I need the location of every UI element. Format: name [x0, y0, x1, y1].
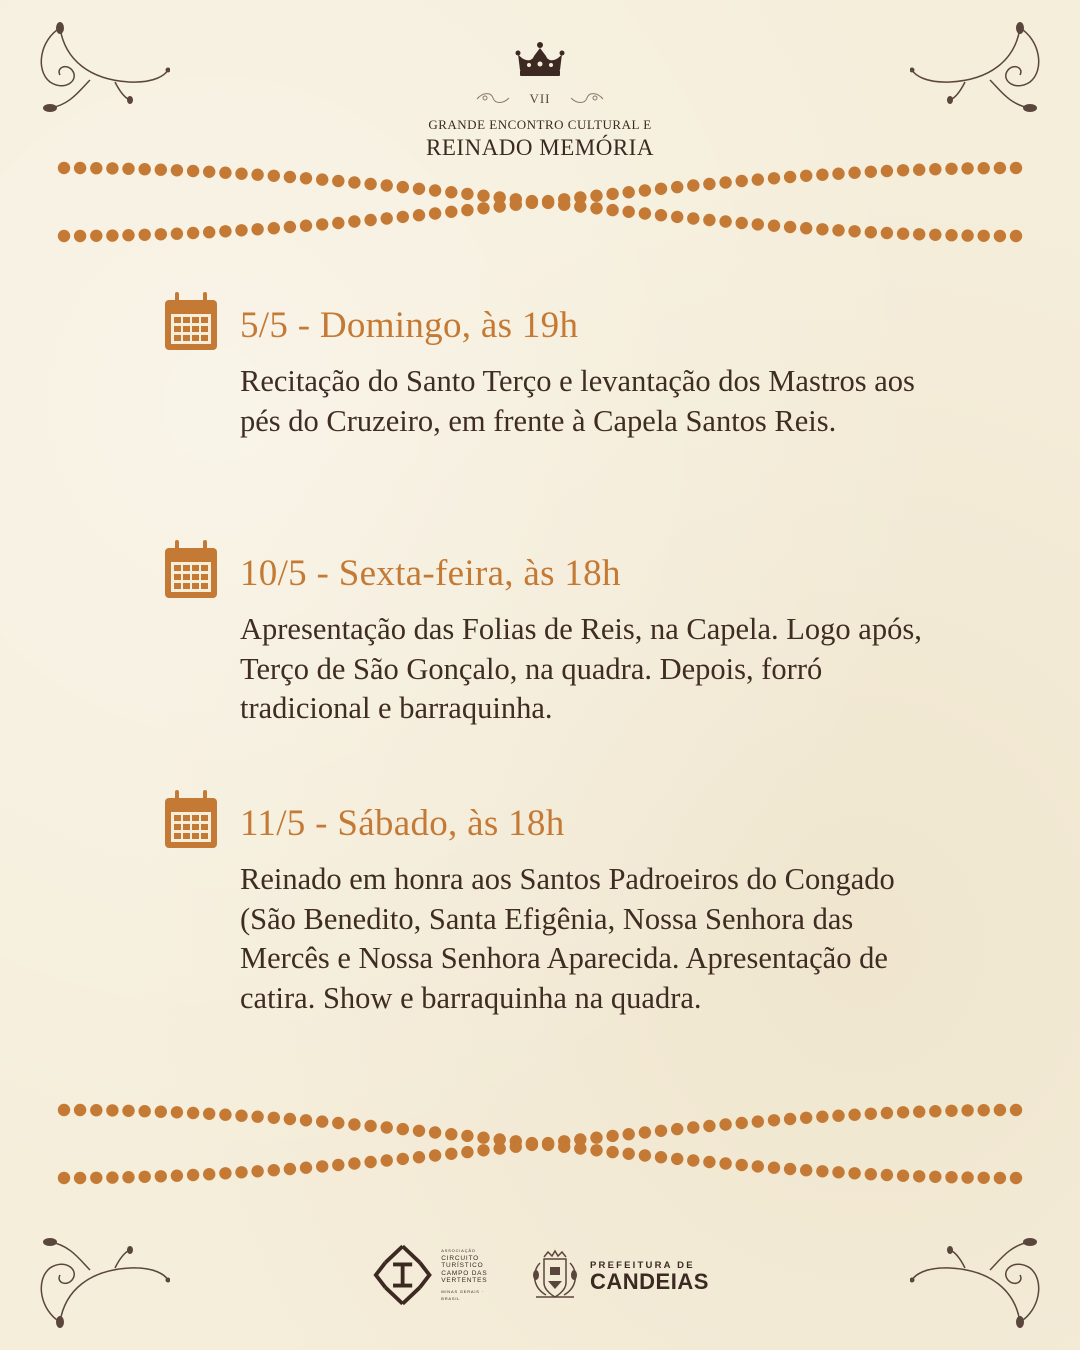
bead: [945, 229, 957, 241]
bead: [606, 1146, 618, 1158]
bead: [784, 171, 796, 183]
bead: [526, 197, 538, 209]
bead: [1010, 162, 1022, 174]
bead: [865, 226, 877, 238]
bead: [381, 1154, 393, 1166]
bead: [897, 1106, 909, 1118]
bead: [687, 1121, 699, 1133]
bead: [655, 1125, 667, 1137]
bead: [800, 1164, 812, 1176]
bead: [897, 164, 909, 176]
bead: [816, 169, 828, 181]
bead: [848, 167, 860, 179]
bead: [429, 184, 441, 196]
bead: [736, 1117, 748, 1129]
ornament-swirl-icon: [569, 92, 605, 106]
bead: [381, 179, 393, 191]
bead: [235, 224, 247, 236]
bead: [784, 1113, 796, 1125]
bead: [461, 1146, 473, 1158]
ornament-swirl-icon: [475, 92, 511, 106]
bead: [945, 163, 957, 175]
bead: [445, 206, 457, 218]
bead: [768, 172, 780, 184]
bead: [703, 178, 715, 190]
bead: [768, 220, 780, 232]
bead: [510, 199, 522, 211]
bead: [364, 214, 376, 226]
bead: [187, 1169, 199, 1181]
bead: [203, 166, 215, 178]
bead: [203, 1168, 215, 1180]
bead: [268, 1164, 280, 1176]
bead: [106, 1171, 118, 1183]
bead: [332, 217, 344, 229]
bead: [703, 1156, 715, 1168]
bead: [397, 1153, 409, 1165]
bead: [623, 1148, 635, 1160]
bead: [590, 1132, 602, 1144]
bead: [268, 222, 280, 234]
bead: [913, 164, 925, 176]
bead: [203, 226, 215, 238]
prefeitura-logo: [528, 1248, 718, 1304]
bead: [187, 227, 199, 239]
association-text: [441, 1247, 502, 1303]
bead: [606, 204, 618, 216]
event-description: Reinado em honra aos Santos Padroeiros do Congado (São Benedito, Santa Efigênia, Nossa Senhora das Mercês e Nossa Senhora Aparecida. Apresentação de catira. Show e barraquinha na quadra.: [240, 862, 895, 1015]
bead: [429, 1149, 441, 1161]
bead: [122, 163, 134, 175]
bead: [832, 1166, 844, 1178]
bead: [881, 1169, 893, 1181]
bead: [816, 1111, 828, 1123]
bead: [784, 1163, 796, 1175]
event-description: Apresentação das Folias de Reis, na Capela. Logo após, Terço de São Gonçalo, na quadra. Depois, forró tradicional e barraquinha.: [240, 612, 922, 725]
bead: [574, 191, 586, 203]
bead: [284, 1113, 296, 1125]
bead: [284, 1163, 296, 1175]
bead: [623, 206, 635, 218]
bead: [590, 1144, 602, 1156]
bead: [171, 228, 183, 240]
bead: [671, 1153, 683, 1165]
bead: [639, 184, 651, 196]
bead-strands-top: [0, 158, 1080, 248]
event-title: REINADO MEMÓRIA: [426, 135, 654, 160]
calendar-icon: [163, 292, 219, 352]
bead: [865, 166, 877, 178]
bead: [671, 1123, 683, 1135]
bead: [558, 193, 570, 205]
bead: [477, 1132, 489, 1144]
crown-icon: [514, 40, 566, 80]
bead: [284, 221, 296, 233]
bead: [381, 1121, 393, 1133]
bead: [784, 221, 796, 233]
bead: [848, 225, 860, 237]
bead: [816, 223, 828, 235]
bead: [268, 170, 280, 182]
bead: [348, 1157, 360, 1169]
bead: [494, 200, 506, 212]
bead: [413, 209, 425, 221]
bead: [90, 1172, 102, 1184]
bead: [155, 164, 167, 176]
bead: [800, 170, 812, 182]
bead: [945, 1105, 957, 1117]
bead: [300, 172, 312, 184]
bead: [364, 178, 376, 190]
bead: [800, 222, 812, 234]
bead: [590, 202, 602, 214]
bead: [719, 176, 731, 188]
bead: [978, 162, 990, 174]
bead: [994, 162, 1006, 174]
bead: [74, 1104, 86, 1116]
bead: [752, 1160, 764, 1172]
bead: [961, 1104, 973, 1116]
bead: [703, 1120, 715, 1132]
bead: [413, 1151, 425, 1163]
footer-logos: [0, 1242, 1080, 1308]
bead: [171, 164, 183, 176]
bead: [913, 228, 925, 240]
bead: [606, 1130, 618, 1142]
bead: [429, 1126, 441, 1138]
event-description: Recitação do Santo Terço e levantação dos Mastros aos pés do Cruzeiro, em frente à Capela Santos Reis.: [240, 364, 915, 438]
bead: [913, 1170, 925, 1182]
bead: [994, 1104, 1006, 1116]
bead: [332, 1117, 344, 1129]
bead: [122, 1171, 134, 1183]
bead: [736, 175, 748, 187]
bead: [300, 1114, 312, 1126]
event-date-heading: 10/5 - Sexta-feira, às 18h: [240, 553, 621, 594]
edition-row: [0, 91, 1080, 107]
bead: [139, 229, 151, 241]
prefeitura-text: [590, 1260, 709, 1293]
bead: [929, 229, 941, 241]
bead: [865, 1168, 877, 1180]
bead: [929, 1105, 941, 1117]
bead: [58, 162, 70, 174]
bead: [122, 229, 134, 241]
bead: [913, 1106, 925, 1118]
association-suffix: MINAS GERAIS · BRASIL: [441, 1288, 484, 1302]
bead: [445, 186, 457, 198]
bead: [413, 1125, 425, 1137]
bead: [574, 1133, 586, 1145]
bead: [74, 162, 86, 174]
bead: [58, 1104, 70, 1116]
calendar-icon: [163, 540, 219, 600]
bead: [961, 162, 973, 174]
bead: [800, 1112, 812, 1124]
bead: [251, 1111, 263, 1123]
bead: [865, 1108, 877, 1120]
bead: [848, 1167, 860, 1179]
bead: [155, 1170, 167, 1182]
bead: [978, 1104, 990, 1116]
bead: [655, 1151, 667, 1163]
bead: [639, 1126, 651, 1138]
bead: [526, 1139, 538, 1151]
bead: [477, 190, 489, 202]
bead: [736, 217, 748, 229]
bead: [139, 1105, 151, 1117]
bead: [1010, 230, 1022, 242]
bead: [978, 230, 990, 242]
bead: [235, 168, 247, 180]
bead: [284, 171, 296, 183]
bead: [719, 215, 731, 227]
event-header: [0, 40, 1080, 161]
bead: [719, 1157, 731, 1169]
bead: [58, 1172, 70, 1184]
bead: [961, 229, 973, 241]
prefeitura-label: PREFEITURA DE: [590, 1259, 695, 1271]
bead: [655, 183, 667, 195]
bead: [542, 195, 554, 207]
bead: [268, 1112, 280, 1124]
bead: [90, 230, 102, 242]
bead: [848, 1109, 860, 1121]
bead: [235, 1166, 247, 1178]
city-name: CANDEIAS: [590, 1268, 709, 1294]
bead: [881, 165, 893, 177]
bead: [929, 1171, 941, 1183]
bead: [348, 215, 360, 227]
bead: [429, 207, 441, 219]
bead: [348, 176, 360, 188]
bead: [106, 1104, 118, 1116]
bead: [687, 179, 699, 191]
bead: [203, 1108, 215, 1120]
bead: [606, 188, 618, 200]
bead: [235, 1110, 247, 1122]
event-date-heading: 11/5 - Sábado, às 18h: [240, 803, 565, 844]
bead: [655, 209, 667, 221]
bead: [461, 204, 473, 216]
bead: [155, 1106, 167, 1118]
bead: [364, 1120, 376, 1132]
bead: [187, 165, 199, 177]
bead: [1010, 1172, 1022, 1184]
bead: [171, 1106, 183, 1118]
bead: [139, 163, 151, 175]
bead: [219, 1167, 231, 1179]
bead: [590, 190, 602, 202]
bead: [752, 173, 764, 185]
bead: [397, 211, 409, 223]
bead: [461, 1130, 473, 1142]
association-line: TURÍSTICO: [441, 1262, 484, 1270]
bead: [106, 229, 118, 241]
bead: [106, 162, 118, 174]
bead: [736, 1159, 748, 1171]
bead: [381, 212, 393, 224]
bead: [558, 1135, 570, 1147]
bead: [300, 1162, 312, 1174]
bead: [445, 1148, 457, 1160]
bead: [90, 1104, 102, 1116]
bead: [219, 167, 231, 179]
bead: [74, 1172, 86, 1184]
bead: [332, 175, 344, 187]
bead: [251, 223, 263, 235]
bead: [639, 1149, 651, 1161]
bead: [623, 1128, 635, 1140]
bead: [251, 169, 263, 181]
bead: [961, 1171, 973, 1183]
bead: [768, 1114, 780, 1126]
bead: [219, 225, 231, 237]
bead: [413, 183, 425, 195]
bead: [477, 202, 489, 214]
bead: [881, 227, 893, 239]
bead: [752, 218, 764, 230]
bead: [978, 1172, 990, 1184]
bead: [752, 1115, 764, 1127]
bead: [671, 211, 683, 223]
bead: [348, 1118, 360, 1130]
bead: [461, 188, 473, 200]
bead: [881, 1107, 893, 1119]
city-crest-icon: [528, 1249, 582, 1303]
bead: [364, 1156, 376, 1168]
bead: [994, 1172, 1006, 1184]
bead: [897, 1170, 909, 1182]
bead: [316, 1160, 328, 1172]
bead: [445, 1128, 457, 1140]
bead: [1010, 1104, 1022, 1116]
association-prefix: ASSOCIAÇÃO: [441, 1248, 476, 1254]
association-line: CAMPO DAS: [441, 1269, 488, 1277]
bead: [90, 162, 102, 174]
bead: [994, 230, 1006, 242]
bead: [477, 1144, 489, 1156]
association-line: CIRCUITO: [441, 1254, 479, 1262]
calendar-icon: [163, 790, 219, 850]
bead: [219, 1109, 231, 1121]
bead: [542, 1137, 554, 1149]
bead: [703, 214, 715, 226]
association-logo-icon: [372, 1242, 433, 1308]
bead: [687, 1154, 699, 1166]
bead: [832, 168, 844, 180]
bead: [171, 1170, 183, 1182]
bead: [74, 230, 86, 242]
bead: [510, 1141, 522, 1153]
bead: [397, 181, 409, 193]
bead: [397, 1123, 409, 1135]
bead: [332, 1159, 344, 1171]
event-date-heading: 5/5 - Domingo, às 19h: [240, 305, 579, 346]
bead: [58, 230, 70, 242]
bead: [816, 1165, 828, 1177]
bead: [122, 1105, 134, 1117]
bead: [671, 181, 683, 193]
bead: [719, 1118, 731, 1130]
bead: [251, 1165, 263, 1177]
bead: [316, 218, 328, 230]
bead: [316, 1115, 328, 1127]
bead: [139, 1171, 151, 1183]
bead-strands-bottom: [0, 1100, 1080, 1190]
association-logo: [372, 1242, 502, 1308]
bead: [832, 224, 844, 236]
bead: [945, 1171, 957, 1183]
bead: [187, 1107, 199, 1119]
bead: [897, 228, 909, 240]
edition-number: VII: [529, 91, 551, 106]
bead: [300, 220, 312, 232]
bead: [929, 163, 941, 175]
bead: [155, 228, 167, 240]
bead: [832, 1110, 844, 1122]
bead: [494, 1142, 506, 1154]
bead: [687, 212, 699, 224]
event-subtitle: GRANDE ENCONTRO CULTURAL E: [428, 117, 652, 132]
association-line: VERTENTES: [441, 1277, 488, 1285]
bead: [639, 207, 651, 219]
bead: [623, 186, 635, 198]
bead: [316, 173, 328, 185]
bead: [768, 1162, 780, 1174]
